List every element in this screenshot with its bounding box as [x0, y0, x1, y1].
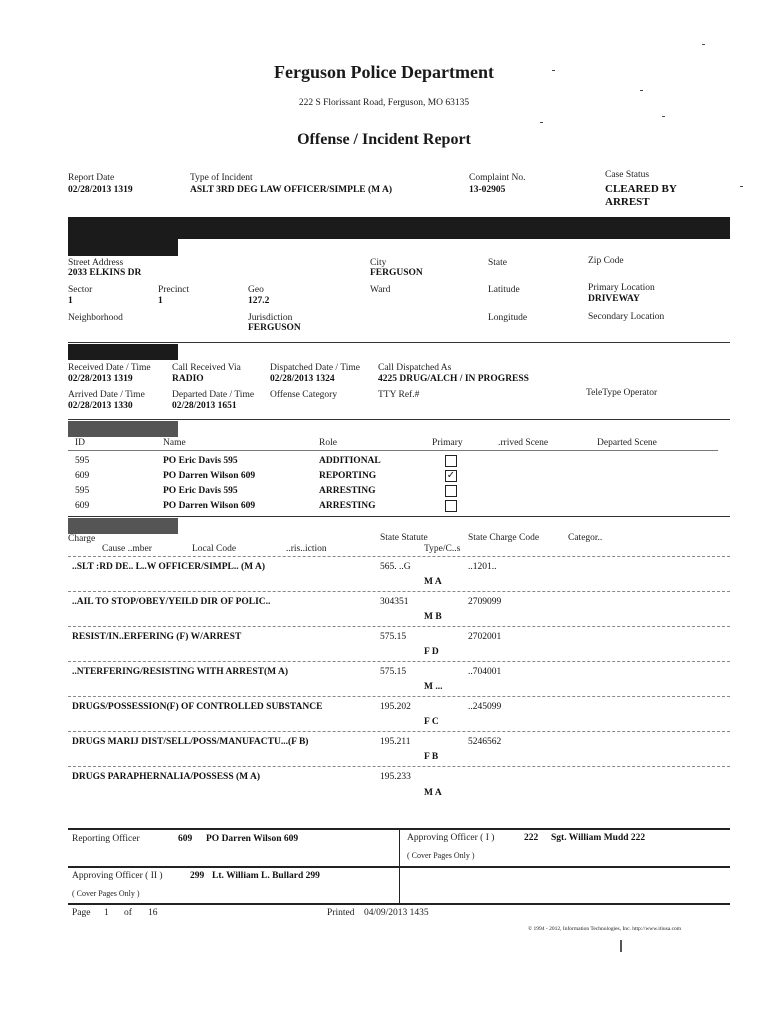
received-via-label: Call Received Via: [172, 363, 241, 373]
received-via-value: RADIO: [172, 374, 204, 384]
officer-arrived-header: .rrived Scene: [498, 438, 549, 448]
officer-role-header: Role: [319, 438, 337, 448]
scan-speck: [702, 44, 705, 45]
case-status-label: Case Status: [605, 170, 650, 180]
officers-header-rule: [68, 450, 718, 451]
sector-label: Sector: [68, 285, 93, 295]
officer-row-id: 595: [75, 456, 90, 466]
cause-number-header: Cause ..mber: [102, 544, 152, 554]
dispatch-section-tab: [68, 344, 178, 360]
charge-row-divider: [68, 626, 730, 627]
departed-value: 02/28/2013 1651: [172, 401, 237, 411]
charge-class: M ...: [424, 682, 443, 692]
jurisdiction-value: FERGUSON: [248, 323, 301, 333]
officer-row-id: 609: [75, 471, 90, 481]
charge-statute: 575.15: [380, 632, 407, 642]
latitude-label: Latitude: [488, 285, 520, 295]
charge-row-divider: [68, 731, 730, 732]
scan-speck: [662, 116, 665, 117]
charge-class: F C: [424, 717, 439, 727]
complaint-no-label: Complaint No.: [469, 173, 526, 183]
zip-label: Zip Code: [588, 256, 624, 266]
incident-type-label: Type of Incident: [190, 173, 253, 183]
officer-primary-header: Primary: [432, 438, 463, 448]
departed-label: Departed Date / Time: [172, 390, 255, 400]
precinct-value: 1: [158, 296, 163, 306]
charge-description: ..NTERFERING/RESISTING WITH ARREST(M A): [72, 667, 288, 677]
officer-row-role: ARRESTING: [319, 501, 376, 511]
neighborhood-label: Neighborhood: [68, 313, 123, 323]
officer-row-role: ADDITIONAL: [319, 456, 381, 466]
section-divider: [68, 516, 730, 517]
charge-class: M A: [424, 577, 442, 587]
reporting-officer-name: PO Darren Wilson 609: [206, 834, 299, 844]
charge-description: DRUGS/POSSESSION(F) OF CONTROLLED SUBSTANCE: [72, 702, 323, 712]
teletype-operator-label: TeleType Operator: [586, 388, 658, 398]
case-status-value-2: ARREST: [605, 196, 650, 208]
geo-label: Geo: [248, 285, 264, 295]
state-statute-header: State Statute: [380, 533, 428, 543]
officer-row-id: 595: [75, 486, 90, 496]
charge-class: M A: [424, 788, 442, 798]
charge-class: F D: [424, 647, 439, 657]
scan-mark: [620, 940, 622, 952]
state-label: State: [488, 258, 507, 268]
offense-category-label: Offense Category: [270, 390, 338, 400]
charge-row-divider: [68, 591, 730, 592]
charge-description: ..SLT :RD DE.. L..W OFFICER/SIMPL.. (M A): [72, 562, 266, 572]
cover-pages-note: ( Cover Pages Only ): [407, 851, 475, 860]
dispatched-label: Dispatched Date / Time: [270, 363, 360, 373]
page-label: Page: [72, 908, 91, 918]
page-total: 16: [148, 908, 158, 918]
report-date-value: 02/28/2013 1319: [68, 185, 133, 195]
officer-row-role: REPORTING: [319, 471, 377, 481]
charge-statute: 195.233: [380, 772, 411, 782]
primary-checkbox: [445, 485, 457, 497]
department-address: 222 S Florissant Road, Ferguson, MO 63135: [298, 98, 470, 108]
approving-officer-2-name: Lt. William L. Bullard 299: [212, 871, 320, 881]
category-header: Categor..: [568, 533, 603, 543]
tty-ref-label: TTY Ref.#: [378, 390, 420, 400]
officer-row-name: PO Darren Wilson 609: [163, 471, 256, 481]
charge-row-divider: [68, 696, 730, 697]
charge-description: DRUGS PARAPHERNALIA/POSSESS (M A): [72, 772, 260, 782]
charge-class: M B: [424, 612, 442, 622]
city-value: FERGUSON: [370, 268, 423, 278]
scan-speck: [540, 122, 543, 123]
officers-section-tab: [68, 421, 178, 437]
charge-code: 2702001: [468, 632, 502, 642]
state-charge-code-header: State Charge Code: [468, 533, 540, 543]
charge-statute: 195.202: [380, 702, 411, 712]
page-title: Ferguson Police Department: [274, 62, 494, 82]
approving-officer-1-name: Sgt. William Mudd 222: [551, 833, 646, 843]
reporting-officer-label: Reporting Officer: [72, 834, 140, 844]
arrived-value: 02/28/2013 1330: [68, 401, 133, 411]
charge-code: 5246562: [468, 737, 502, 747]
secondary-location-label: Secondary Location: [588, 312, 665, 322]
street-value: 2033 ELKINS DR: [68, 268, 142, 278]
charge-description: RESIST/IN..ERFERING (F) W/ARREST: [72, 632, 242, 642]
charge-statute: 304351: [380, 597, 409, 607]
charge-row-divider: [68, 661, 730, 662]
charges-header-rule: [68, 556, 730, 557]
charge-code: ..1201..: [468, 562, 497, 572]
jurisdiction-header: ..ris..iction: [286, 544, 327, 554]
charge-statute: 195.211: [380, 737, 411, 747]
street-label: Street Address: [68, 258, 124, 268]
charge-description: ..AIL TO STOP/OBEY/YEILD DIR OF POLIC..: [72, 597, 271, 607]
page-number: 1: [104, 908, 109, 918]
copyright-notice: © 1994 - 2012, Information Technologies, Inc. http://www.itiusa.com: [528, 926, 682, 932]
location-section-bar: [68, 217, 730, 239]
incident-type-value: ASLT 3RD DEG LAW OFFICER/SIMPLE (M A): [190, 185, 392, 195]
officer-row-name: PO Eric Davis 595: [163, 456, 238, 466]
charge-header: Charge: [68, 534, 96, 544]
signoff-bottom-rule: [68, 903, 730, 905]
sector-value: 1: [68, 296, 73, 306]
report-date-label: Report Date: [68, 173, 115, 183]
officer-row-role: ARRESTING: [319, 486, 376, 496]
ward-label: Ward: [370, 285, 391, 295]
city-label: City: [370, 258, 387, 268]
report-subtitle: Offense / Incident Report: [297, 131, 471, 148]
geo-value: 127.2: [248, 296, 270, 306]
approving-officer-2-label: Approving Officer ( II ): [72, 871, 163, 881]
signoff-middle-rule: [68, 866, 730, 868]
scan-speck: [740, 186, 743, 187]
printed-label: Printed: [327, 908, 355, 918]
primary-checkbox: [445, 500, 457, 512]
scan-speck: [640, 90, 643, 91]
precinct-label: Precinct: [158, 285, 190, 295]
officer-row-name: PO Eric Davis 595: [163, 486, 238, 496]
printed-value: 04/09/2013 1435: [364, 908, 429, 918]
approving-officer-1-label: Approving Officer ( I ): [407, 833, 495, 843]
charge-row-divider: [68, 766, 730, 767]
dispatched-value: 02/28/2013 1324: [270, 374, 335, 384]
charge-code: ..704001: [468, 667, 502, 677]
primary-location-label: Primary Location: [588, 283, 655, 293]
location-section-tab: [68, 238, 178, 256]
reporting-officer-id: 609: [178, 834, 193, 844]
scan-speck: [552, 70, 555, 71]
complaint-no-value: 13-02905: [469, 185, 506, 195]
officer-row-name: PO Darren Wilson 609: [163, 501, 256, 511]
charge-code: 2709099: [468, 597, 502, 607]
officer-departed-header: Departed Scene: [597, 438, 657, 448]
charge-description: DRUGS MARIJ DIST/SELL/POSS/MANUFACTU...(F B): [72, 737, 309, 747]
arrived-label: Arrived Date / Time: [68, 390, 145, 400]
officer-id-header: ID: [75, 438, 86, 448]
jurisdiction-label: Jurisdiction: [248, 313, 293, 323]
charge-statute: 565. ..G: [380, 562, 411, 572]
officer-name-header: Name: [163, 438, 186, 448]
section-divider: [68, 419, 730, 420]
received-value: 02/28/2013 1319: [68, 374, 133, 384]
dispatched-as-label: Call Dispatched As: [378, 363, 452, 373]
local-code-header: Local Code: [192, 544, 237, 554]
primary-checkbox: ✓: [446, 470, 456, 481]
dispatched-as-value: 4225 DRUG/ALCH / IN PROGRESS: [378, 374, 529, 384]
primary-checkbox: [445, 455, 457, 467]
page-of-label: of: [124, 908, 132, 918]
officer-row-id: 609: [75, 501, 90, 511]
case-status-value: CLEARED BY: [605, 183, 677, 195]
charge-class: F B: [424, 752, 439, 762]
longitude-label: Longitude: [488, 313, 528, 323]
primary-location-value: DRIVEWAY: [588, 294, 640, 304]
charge-statute: 575.15: [380, 667, 407, 677]
received-label: Received Date / Time: [68, 363, 151, 373]
approving-officer-2-id: 299: [190, 871, 205, 881]
charges-section-tab: [68, 518, 178, 534]
charge-code: ..245099: [468, 702, 502, 712]
type-class-header: Type/C..s: [424, 544, 461, 554]
cover-pages-note: ( Cover Pages Only ): [72, 889, 140, 898]
approving-officer-1-id: 222: [524, 833, 539, 843]
section-divider: [68, 342, 730, 343]
